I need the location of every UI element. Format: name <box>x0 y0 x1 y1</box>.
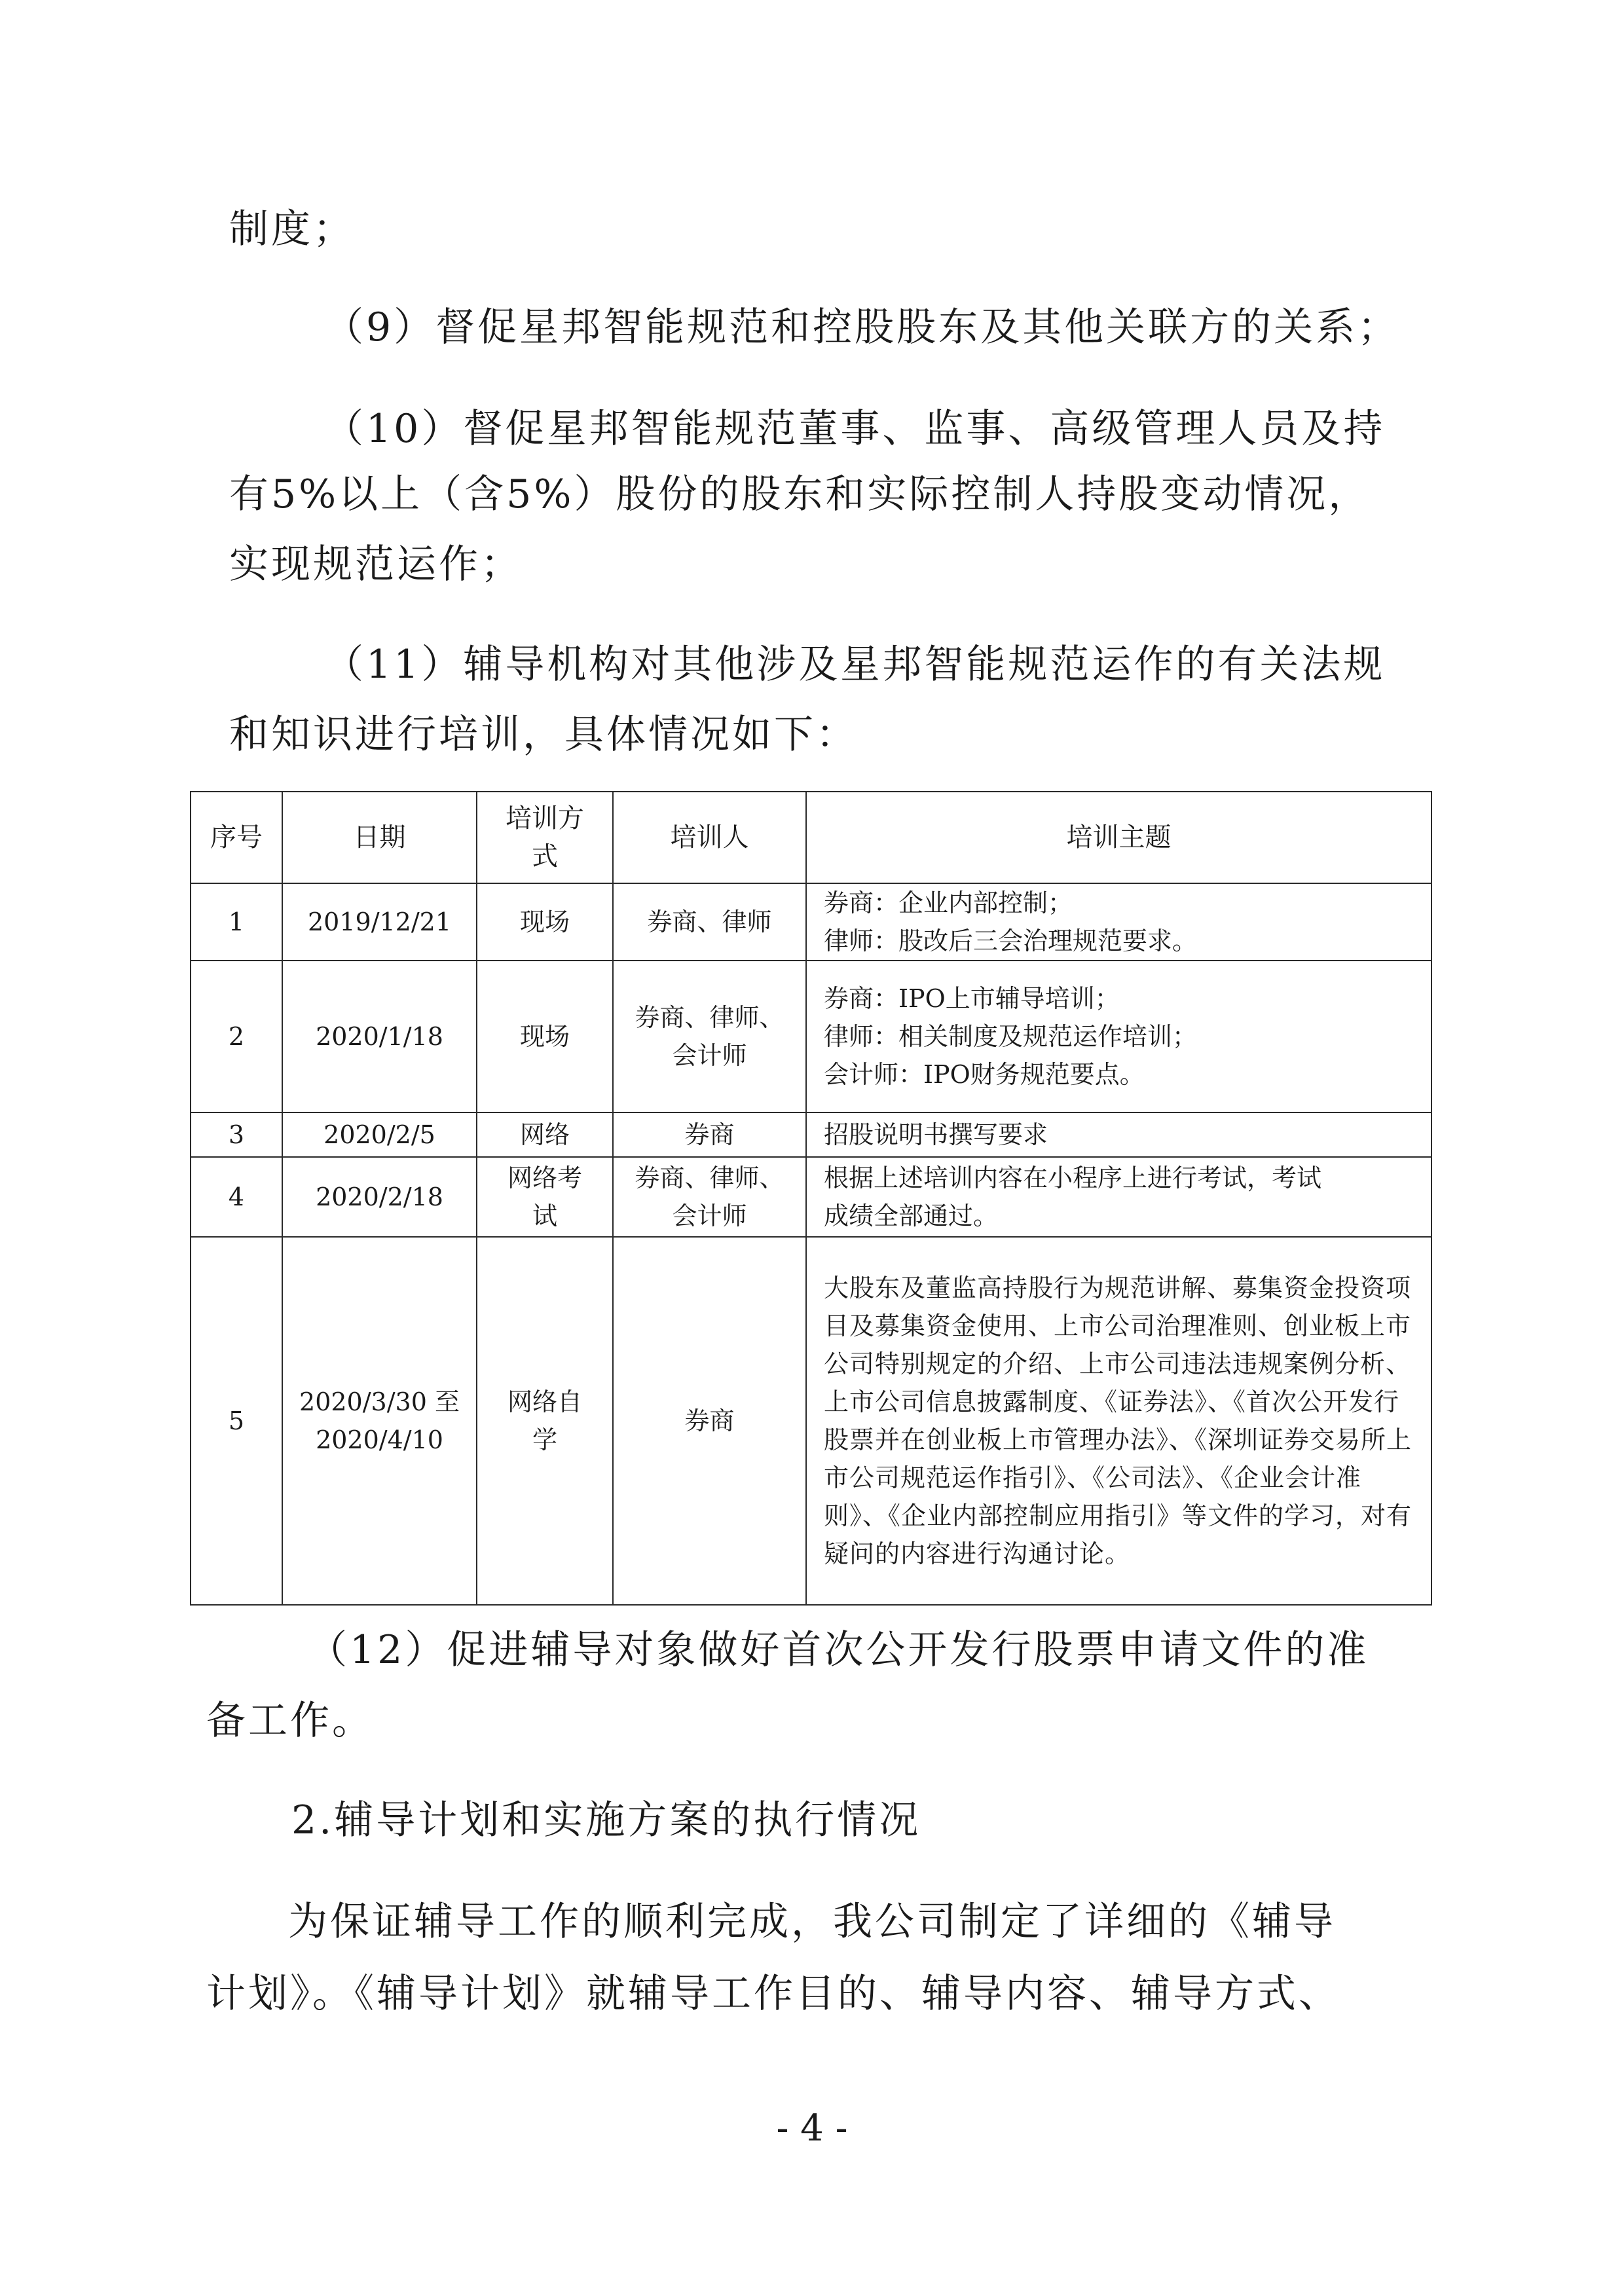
cell-method <box>477 1237 613 1605</box>
trainer-line: 券商、律师、 <box>635 1164 784 1192</box>
cell-trainer: 券商 <box>613 1237 806 1605</box>
cell-method: 网络 <box>477 1112 613 1157</box>
paragraph-line: （10）督促星邦智能规范董事、监事、高级管理人员及持 <box>324 406 1386 452</box>
cell-no: 5 <box>191 1237 282 1605</box>
table-row <box>191 1112 1431 1157</box>
table-header-row <box>191 792 1431 883</box>
header-topic: 培训主题 <box>806 792 1431 883</box>
cell-topic: 招股说明书撰写要求 <box>806 1112 1431 1157</box>
cell-topic <box>806 1237 1431 1605</box>
paragraph-line: 备工作。 <box>206 1698 374 1744</box>
topic-line: 根据上述培训内容在小程序上进行考试，考试 <box>824 1164 1322 1192</box>
training-table <box>190 791 1432 1606</box>
cell-date <box>282 1237 477 1605</box>
paragraph-line: 实现规范运作； <box>229 542 523 587</box>
trainer-line: 券商、律师、 <box>635 1003 784 1032</box>
topic-text: 大股东及董监高持股行为规范讲解、募集资金投资项目及募集资金使用、上市公司治理准则、创业板上市公司特别规定的介绍、上市公司违法违规案例分析、上市公司信息披露制度、《证券法》、《首次公开发行股票并在创业板上市管理办法》、《深圳证券交易所上市公司规范运作指引》、《公司法》、《企业会计准则》、《企业内部控制应用指引》等文件的学习，对有疑问的内容进行沟通讨论。 <box>824 1274 1412 1568</box>
cell-date: 2019/12/21 <box>282 883 477 961</box>
header-no: 序号 <box>191 792 282 883</box>
table-row <box>191 961 1431 1112</box>
cell-date: 2020/1/18 <box>282 961 477 1112</box>
method-line: 网络考 <box>507 1164 582 1192</box>
cell-date: 2020/2/18 <box>282 1157 477 1237</box>
date-line: 2020/3/30 至 <box>299 1387 460 1416</box>
topic-line: 会计师：IPO财务规范要点。 <box>824 1060 1145 1089</box>
paragraph-line: 为保证辅导工作的顺利完成，我公司制定了详细的《辅导 <box>288 1899 1336 1945</box>
topic-line: 券商：企业内部控制； <box>824 889 1073 917</box>
cell-no: 3 <box>191 1112 282 1157</box>
cell-method <box>477 1157 613 1237</box>
cell-method: 现场 <box>477 961 613 1112</box>
cell-topic <box>806 883 1431 961</box>
paragraph-line: 有5%以上（含5%）股份的股东和实际控制人持股变动情况， <box>229 471 1371 517</box>
topic-line: 律师：相关制度及规范运作培训； <box>824 1022 1198 1051</box>
header-trainer: 培训人 <box>613 792 806 883</box>
cell-trainer <box>613 1157 806 1237</box>
header-method <box>477 792 613 883</box>
page-number: - 4 - <box>776 2107 848 2150</box>
cell-no: 4 <box>191 1157 282 1237</box>
header-method-line2: 式 <box>532 841 558 872</box>
trainer-line: 会计师 <box>672 1202 747 1230</box>
cell-topic <box>806 961 1431 1112</box>
method-line: 网络自 <box>507 1387 582 1416</box>
topic-line: 成绩全部通过。 <box>824 1202 999 1230</box>
cell-method: 现场 <box>477 883 613 961</box>
cell-trainer: 券商 <box>613 1112 806 1157</box>
method-line: 试 <box>532 1202 557 1230</box>
table-row <box>191 1237 1431 1605</box>
cell-topic <box>806 1157 1431 1237</box>
cell-no: 2 <box>191 961 282 1112</box>
paragraph-line: 制度； <box>229 206 355 252</box>
date-line: 2020/4/10 <box>316 1425 443 1454</box>
table-row <box>191 883 1431 961</box>
method-line: 学 <box>532 1425 557 1454</box>
cell-trainer: 券商、律师 <box>613 883 806 961</box>
paragraph-line: （9）督促星邦智能规范和控股股东及其他关联方的关系； <box>324 304 1400 350</box>
heading-line: 2.辅导计划和实施方案的执行情况 <box>291 1797 921 1843</box>
cell-date: 2020/2/5 <box>282 1112 477 1157</box>
paragraph-line: （12）促进辅导对象做好首次公开发行股票申请文件的准 <box>308 1627 1369 1673</box>
cell-trainer <box>613 961 806 1112</box>
cell-no: 1 <box>191 883 282 961</box>
paragraph-line: 计划》。《辅导计划》就辅导工作目的、辅导内容、辅导方式、 <box>206 1971 1340 2017</box>
table-row <box>191 1157 1431 1237</box>
paragraph-line: 和知识进行培训，具体情况如下： <box>229 712 858 758</box>
paragraph-line: （11）辅导机构对其他涉及星邦智能规范运作的有关法规 <box>324 642 1386 688</box>
header-method-line1: 培训方 <box>506 803 584 834</box>
topic-line: 律师：股改后三会治理规范要求。 <box>824 927 1198 955</box>
trainer-line: 会计师 <box>672 1041 747 1070</box>
header-date: 日期 <box>282 792 477 883</box>
topic-line: 券商：IPO上市辅导培训； <box>824 984 1120 1013</box>
